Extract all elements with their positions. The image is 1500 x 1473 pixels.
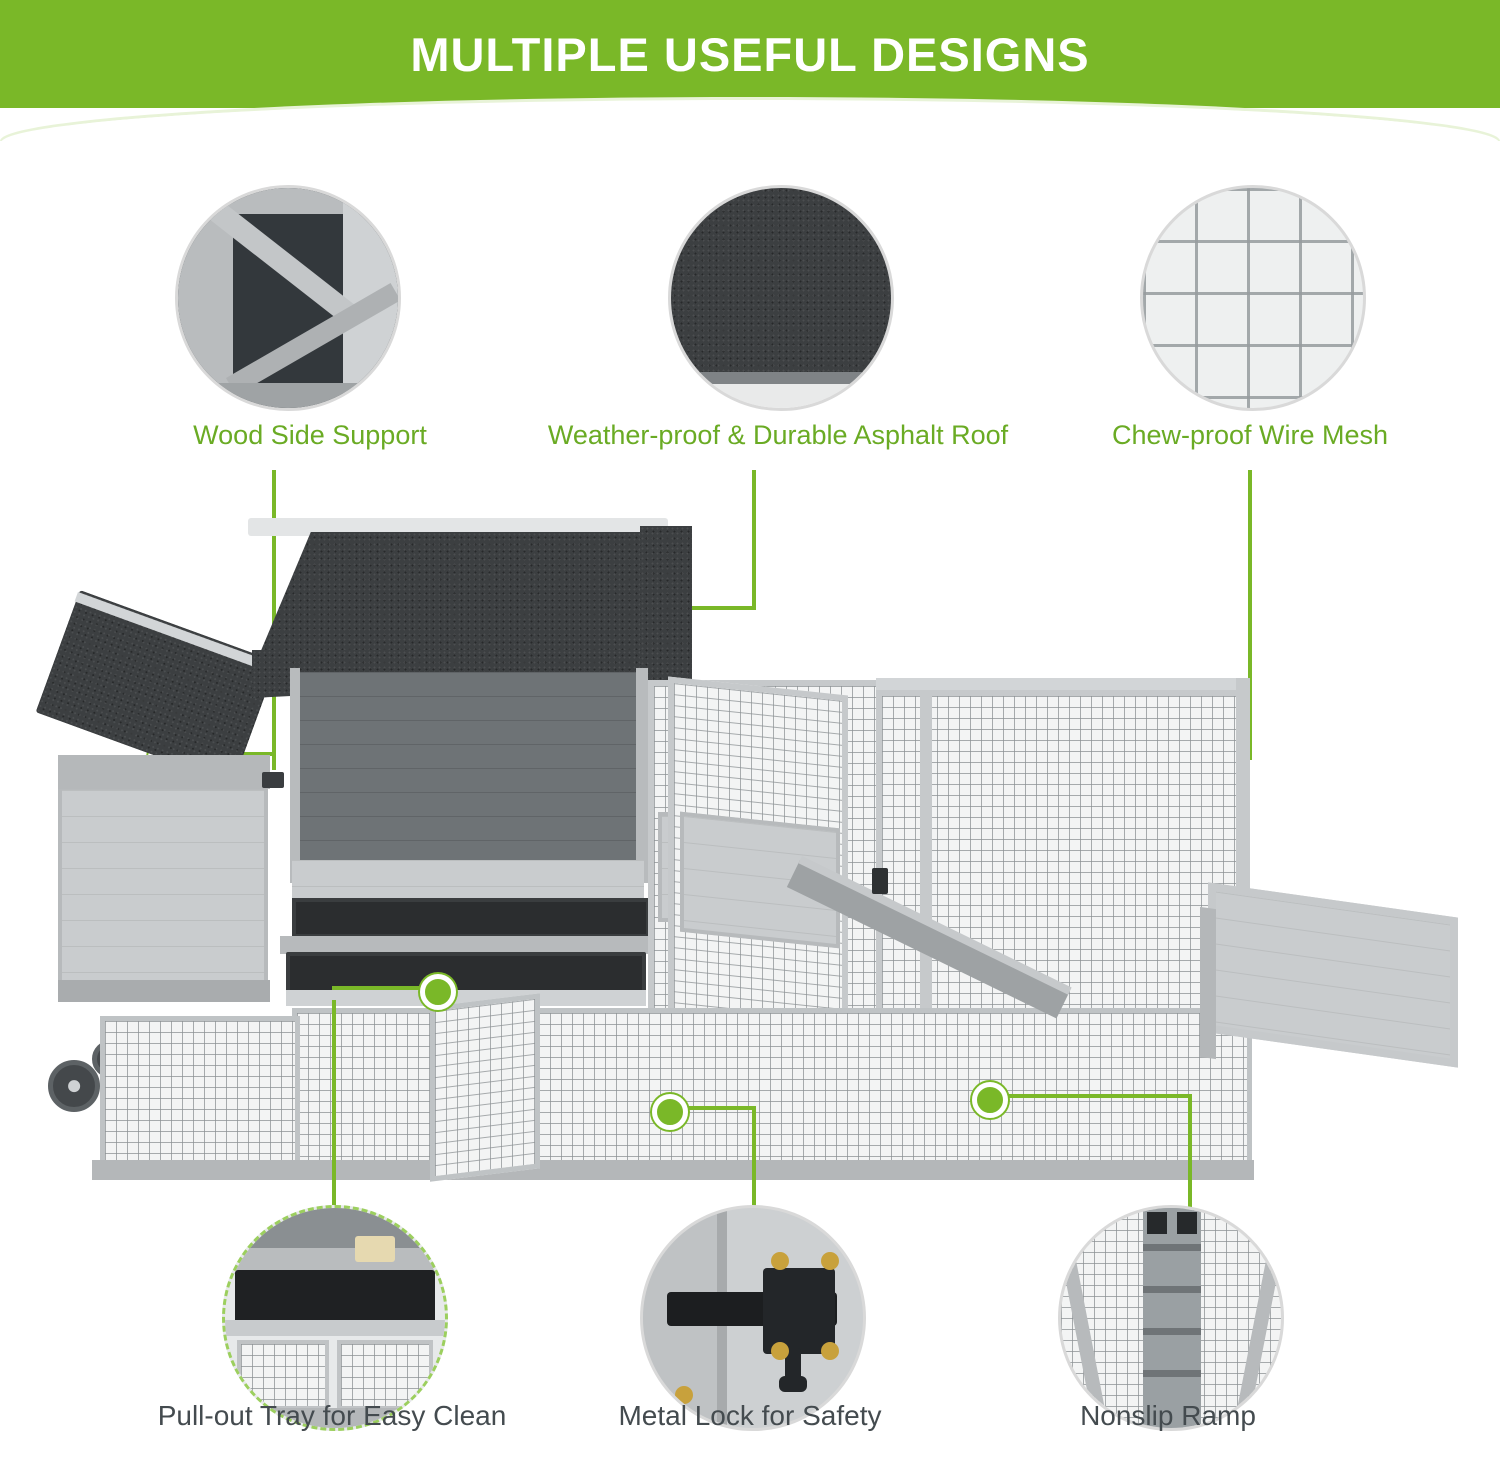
caption-wood-side-support: Wood Side Support: [193, 420, 427, 450]
closeup-wood-side-support: [175, 185, 401, 411]
hotspot-pull-out-tray: [420, 974, 456, 1010]
caption-wire-mesh: Chew-proof Wire Mesh: [1111, 420, 1389, 450]
hotspot-metal-lock: [652, 1094, 688, 1130]
nest-box-top-rail: [58, 755, 270, 789]
coop-front-post-right: [636, 668, 648, 883]
product-illustration: [40, 500, 1460, 1200]
closeup-wire-mesh: [1140, 185, 1366, 411]
header-banner: [0, 0, 1500, 108]
closeup-pull-out-tray: [222, 1205, 448, 1431]
connector-pull-out-tray: [332, 1000, 336, 1205]
roof-side-edge: [640, 526, 692, 686]
pull-out-tray-inner: [292, 898, 650, 938]
right-cleanout-hinge: [1200, 907, 1216, 1059]
connector-metal-lock: [752, 1110, 756, 1220]
closeup-asphalt-roof: [668, 185, 894, 411]
front-access-door: [430, 993, 540, 1182]
wheel-front: [48, 1060, 100, 1112]
connector-nonslip-ramp: [1188, 1098, 1192, 1224]
connector-nonslip-ramp-h: [990, 1094, 1192, 1098]
closeup-metal-lock: [640, 1205, 866, 1431]
closeup-nonslip-ramp: [1058, 1205, 1284, 1431]
coop-front-wall: [292, 672, 644, 872]
connector-pull-out-tray-h: [332, 986, 432, 990]
page-title: MULTIPLE USEFUL DESIGNS: [410, 27, 1090, 81]
nest-box-hinge: [262, 772, 284, 788]
nest-box-bottom-rail: [58, 980, 270, 1002]
caption-nonslip-ramp: Nonslip Ramp: [1080, 1400, 1256, 1431]
hotspot-nonslip-ramp: [972, 1082, 1008, 1118]
nest-box-body: [58, 786, 268, 986]
caption-metal-lock: Metal Lock for Safety: [618, 1400, 882, 1431]
caption-pull-out-tray: Pull-out Tray for Easy Clean: [157, 1400, 507, 1431]
left-run-mesh: [100, 1016, 300, 1166]
coop-front-post-left: [290, 668, 300, 883]
caption-asphalt-roof: Weather-proof & Durable Asphalt Roof: [547, 420, 1009, 450]
base-rail: [92, 1160, 1254, 1180]
metal-lock: [872, 868, 888, 894]
header-curve-inner-decoration: [0, 104, 1500, 144]
